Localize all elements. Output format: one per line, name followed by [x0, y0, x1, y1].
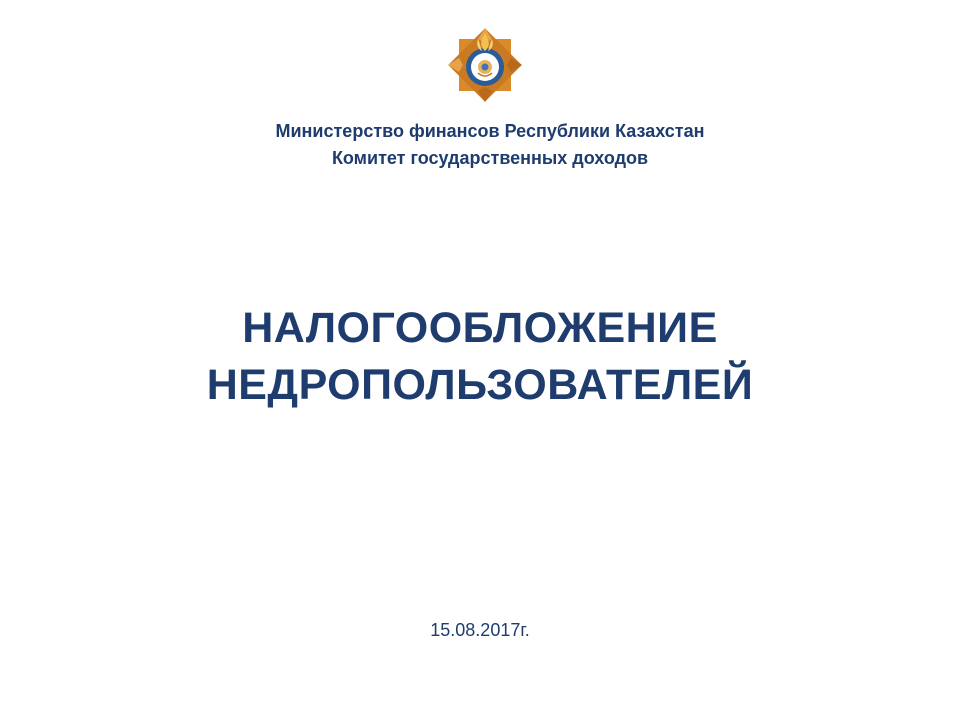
title-line-2: НЕДРОПОЛЬЗОВАТЕЛЕЙ	[206, 361, 754, 409]
slide-date: 15.08.2017г.	[430, 620, 530, 640]
ministry-name: Министерство финансов Республики Казахстан	[275, 121, 705, 141]
tax-committee-emblem-icon	[445, 25, 525, 105]
organization-heading	[200, 118, 780, 172]
slide-title	[80, 300, 880, 414]
committee-name: Комитет государственных доходов	[331, 148, 649, 168]
title-line-1: НАЛОГООБЛОЖЕНИЕ	[242, 304, 718, 352]
